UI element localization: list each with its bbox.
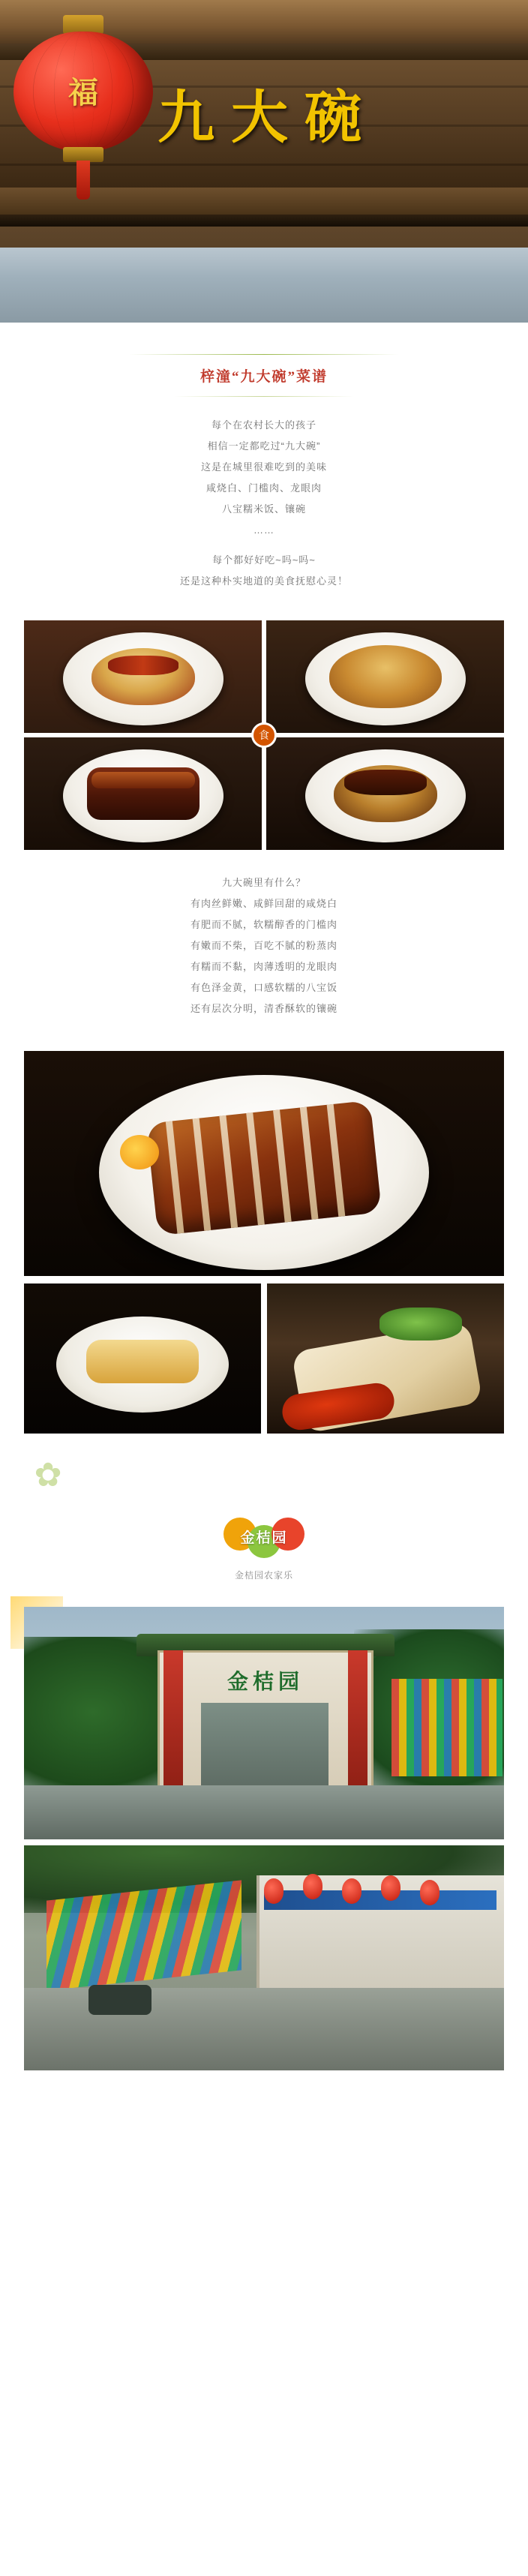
lantern-tassel [76, 161, 90, 200]
pork-slice [193, 1118, 212, 1231]
arch-opening [201, 1703, 328, 1793]
brand-logo [219, 1518, 309, 1561]
food-shape [334, 765, 437, 822]
hero-sky [0, 248, 528, 323]
food-shape [86, 1340, 199, 1383]
poem-spacer [45, 541, 483, 550]
secondary-photo-row [24, 1283, 504, 1434]
brand-name: 金桔园 [240, 1530, 288, 1546]
brand-block [0, 1498, 528, 1584]
dish-photo [24, 737, 262, 850]
lantern-character: 福 [68, 76, 98, 110]
food-shape [329, 645, 442, 708]
pork-slice [300, 1107, 319, 1220]
dish-photo [267, 1283, 504, 1434]
feature-dish-photo [24, 1051, 504, 1276]
street-lantern-icon [264, 1878, 284, 1904]
description-line: 有肉丝鲜嫩、咸鲜回甜的咸烧白 [190, 898, 338, 909]
dish-photo [266, 620, 504, 733]
dish-photo [266, 737, 504, 850]
pork-slice [166, 1121, 184, 1233]
street-lantern-icon [303, 1874, 322, 1899]
poem-line: 每个都好好吃~吗~吗~ [212, 554, 316, 566]
shop-signboard [264, 1890, 496, 1910]
title-divider-top [129, 354, 399, 355]
description-line: 有糯而不黏，肉薄透明的龙眼肉 [190, 961, 338, 972]
flower-icon: ✿ [34, 1457, 62, 1494]
braised-pork-shape [146, 1100, 382, 1236]
ground-shape [24, 1785, 504, 1839]
street-lantern-icon [420, 1880, 440, 1905]
hero-sign-text: 九大碗 [158, 87, 378, 150]
intro-poem [0, 401, 528, 599]
dish-photo [24, 620, 262, 733]
dish-photo [24, 1283, 261, 1434]
pork-slice [246, 1112, 265, 1225]
orange-garnish [120, 1135, 159, 1169]
description-line: 有色泽金黄，口感软糯的八宝饭 [190, 982, 338, 993]
dish-description [0, 850, 528, 1027]
street-lantern-icon [381, 1875, 400, 1901]
poem-line: 咸烧白、门槛肉、龙眼肉 [206, 482, 322, 494]
street-photo [24, 1845, 504, 2070]
bottom-spacer [0, 2070, 528, 2100]
gate-sign-text: 金桔园 [226, 1671, 304, 1694]
section-title-block [0, 323, 528, 401]
hero-beam-eave [0, 215, 528, 227]
description-line: 还有层次分明，清香酥软的镶碗 [190, 1003, 338, 1014]
description-line: 有肥而不腻，软糯醇香的门槛肉 [190, 919, 338, 930]
food-shape [92, 648, 195, 705]
description-line: 九大碗里有什么？ [221, 877, 306, 888]
dish-photo-grid [24, 620, 504, 850]
pork-slice [219, 1115, 238, 1228]
center-badge-icon: 食 [251, 722, 277, 748]
food-shape [87, 767, 200, 820]
title-divider-bottom [174, 396, 354, 397]
street-lantern-icon [342, 1878, 362, 1904]
lantern-base [63, 147, 104, 162]
colored-flags [392, 1679, 502, 1776]
brand-caption: 金桔园农家乐 [234, 1570, 293, 1581]
scallion-shape [380, 1308, 462, 1341]
scooter-shape [88, 1985, 152, 2015]
pork-slice [327, 1104, 346, 1217]
poem-line: 八宝糯米饭、镶碗 [221, 503, 306, 515]
pork-slice [273, 1109, 292, 1222]
poem-line: 相信一定都吃过“九大碗” [207, 440, 321, 452]
hero-photo [0, 0, 528, 323]
poem-line: 这是在城里很难吃到的美味 [200, 461, 327, 473]
poem-line: 还是这种朴实地道的美食抚慰心灵！ [179, 575, 348, 587]
red-lantern-icon [14, 15, 153, 195]
flower-divider [24, 1453, 504, 1498]
page-title: 梓潼“九大碗”菜谱 [200, 369, 328, 385]
poem-line: …… [254, 524, 274, 536]
poem-line: 每个在农村长大的孩子 [211, 419, 316, 431]
footer-photo-block [24, 1607, 504, 2070]
description-line: 有嫩而不柴，百吃不腻的粉蒸肉 [190, 940, 338, 951]
gate-photo [24, 1607, 504, 1839]
